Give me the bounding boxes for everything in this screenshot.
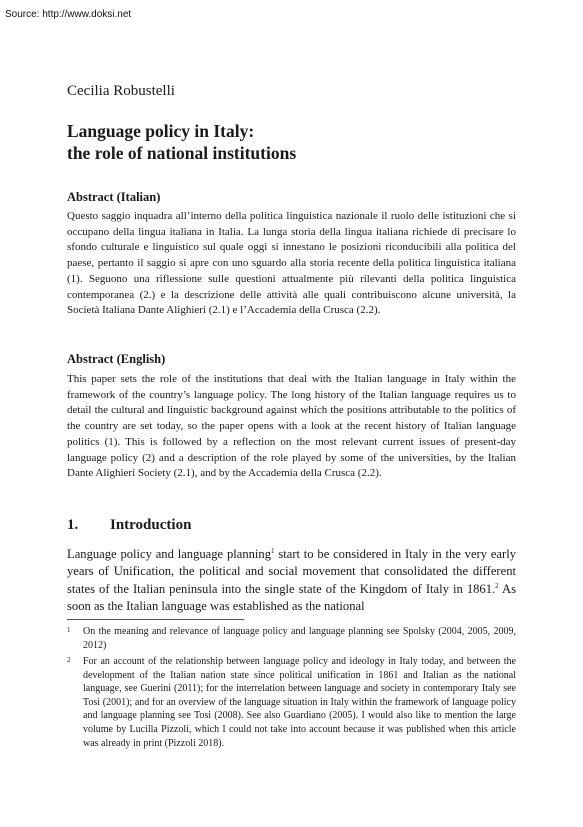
footnote-1-text: On the meaning and relevance of language policy and language planning see Spolsky (2004, 2005, 2009, 2012) — [83, 626, 516, 651]
section-title: Introduction — [110, 517, 192, 533]
body-text-part-2: start to be considered in Italy in the very early years of Unification, the political and social movement that consolidated the different states of the Italian peninsula into the single state of the Kingdom of Italy in 1861. — [67, 547, 516, 596]
source-label: Source: http://www.doksi.net — [5, 9, 132, 20]
author-name: Cecilia Robustelli — [67, 83, 175, 99]
body-text-part-3: As soon as the Italian language was established as the national — [67, 581, 516, 613]
footnote-2-text: For an account of the relationship between language policy and ideology in Italy today, and between the development of the Italian nation state since political unification in 1861 and Italian as the national language, see Guerini (2011); for the interrelation between language and society in contemporary Italy see Tosi (2001); and for an overview of the language situation in Italy within the framework of language policy and language planning see Tosi (2008). See also Guardiano (2005). I would also like to mention the large volume by Lucilla Pizzoli, which I could not take into account because it was published when this article was already in print (Pizzoli 2018). — [83, 656, 516, 749]
footnote-divider — [67, 619, 244, 620]
abstract-italian-text: Questo saggio inquadra all’interno della politica linguistica nazionale il ruolo delle istituzioni che si occupano della lingua italiana in Italia. La lunga storia della lingua italiana richiede di precisare lo sfondo culturale e linguistico sul quale oggi si innestano le posizioni riconducibili alla politica del paese, pertanto il saggio si apre con uno sguardo alla storia recente della politica linguistica italiana (1). Seguono una riflessione sulle questioni attualmente più rilevanti della politica linguistica contemporanea (2.) e la descrizione delle attività alle quali contribuiscono alcune università, la Società Italiana Dante Alighieri (2.1) e l’Accademia della Crusca (2.2). — [67, 210, 516, 317]
paper-title-line-1: Language policy in Italy: — [67, 121, 255, 141]
footnote-2 — [67, 655, 516, 750]
section-heading-introduction — [67, 517, 516, 534]
abstract-italian-heading: Abstract (Italian) — [67, 190, 161, 204]
abstract-english-heading: Abstract (English) — [67, 352, 166, 366]
footnote-2-mark: 2 — [67, 656, 71, 664]
footnote-1 — [67, 625, 516, 652]
introduction-paragraph — [67, 546, 516, 615]
abstract-english-text: This paper sets the role of the institutions that deal with the Italian language in Italy within the framework of the country’s language policy. The long history of the Italian language requires us to detail the cultural and linguistic background against which the positions attributable to the politics of the country are set today, so the paper opens with a look at the recent history of Italian language politics (1). This is followed by a reflection on the most relevant current issues of present-day language policy (2) and a description of the role played by some of the universities, by the Italian Dante Alighieri Society (2.1), and by the Accademia della Crusca (2.2). — [67, 373, 516, 480]
paper-title — [67, 120, 296, 164]
section-number: 1. — [67, 517, 79, 533]
paper-title-line-2: the role of national institutions — [67, 143, 297, 163]
footnote-ref-2[interactable]: 2 — [495, 581, 499, 590]
footnote-ref-1[interactable]: 1 — [271, 546, 275, 555]
body-text-part-1: Language policy and language planning — [67, 547, 272, 561]
footnote-1-mark: 1 — [67, 626, 71, 634]
